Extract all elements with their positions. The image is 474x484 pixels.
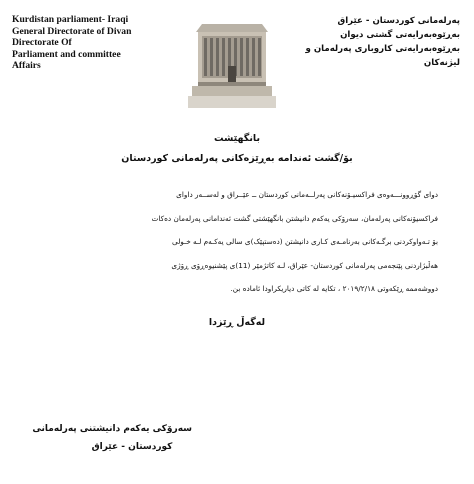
header-right-line: بەڕێوەبەرایەتی گشتی دیوان: [340, 30, 460, 40]
body-line: بۆ تـەواوکردنی برگـەکانی بەرنامـەی کـاری دانیشتن (دەستپێک)ی سالی یەکـەم لـە خـولی: [172, 237, 438, 246]
signature-subtitle: کوردستان - عێراق: [91, 442, 173, 452]
body-line: هەڵبژاردنی پێنجەمی پەرلەمانی کوردستان- عێراق، لـە کاتژمێر (11)ی پێشنیوەڕۆی ڕۆژی: [171, 260, 438, 270]
header-left-line: Kurdistan parliament- Iraqi: [12, 14, 129, 25]
signature-title: سەرۆکی یەکەم دانیشتنی پەرلەمانی: [32, 424, 192, 434]
header-right-block: [300, 14, 460, 70]
invitation-title: بانگهێشت: [213, 133, 261, 144]
header-left-line: Affairs: [12, 60, 41, 71]
closing-salutation: لەگەڵ ڕێزدا: [208, 317, 266, 328]
body-line: فراکسیۆنەکانی پەرلەمان، سەرۆکی یەکەم دانیشتن بانگهێشتی گشت ئەندامانی پەرلەمان دەکات: [151, 213, 438, 223]
letter-body: [40, 183, 438, 301]
parliament-building-logo: [188, 10, 276, 108]
header-left-line: Parliament and committee: [12, 48, 121, 60]
header-left-line: Directorate Of: [12, 37, 72, 48]
header-right-line: پەرلەمانی کوردستان - عێراق: [337, 16, 460, 26]
header-left-block: [12, 14, 202, 72]
body-line: دووشەممە ڕێکەوتی ٢٠١٩/٢/١٨ ، تکایە لە کاتی دیاریکراودا ئامادە بن.: [230, 284, 438, 293]
recipient-line: بۆ/گشت ئەندامە بەڕێزەکانی پەرلەمانی کوردستان: [121, 153, 353, 164]
header-right-line: بەڕێوەبەرایەتی کاروباری پەرلەمان و: [305, 44, 460, 54]
header-right-line: لیژنەکان: [423, 58, 460, 68]
body-line: دوای گۆڕوونـــەوەی فراکسیـۆنەکانی پەرلــەمانی کوردستان ــ عێــراق و لەســەر داوای: [176, 190, 438, 199]
header-left-line: General Directorate of Divan: [12, 25, 132, 37]
